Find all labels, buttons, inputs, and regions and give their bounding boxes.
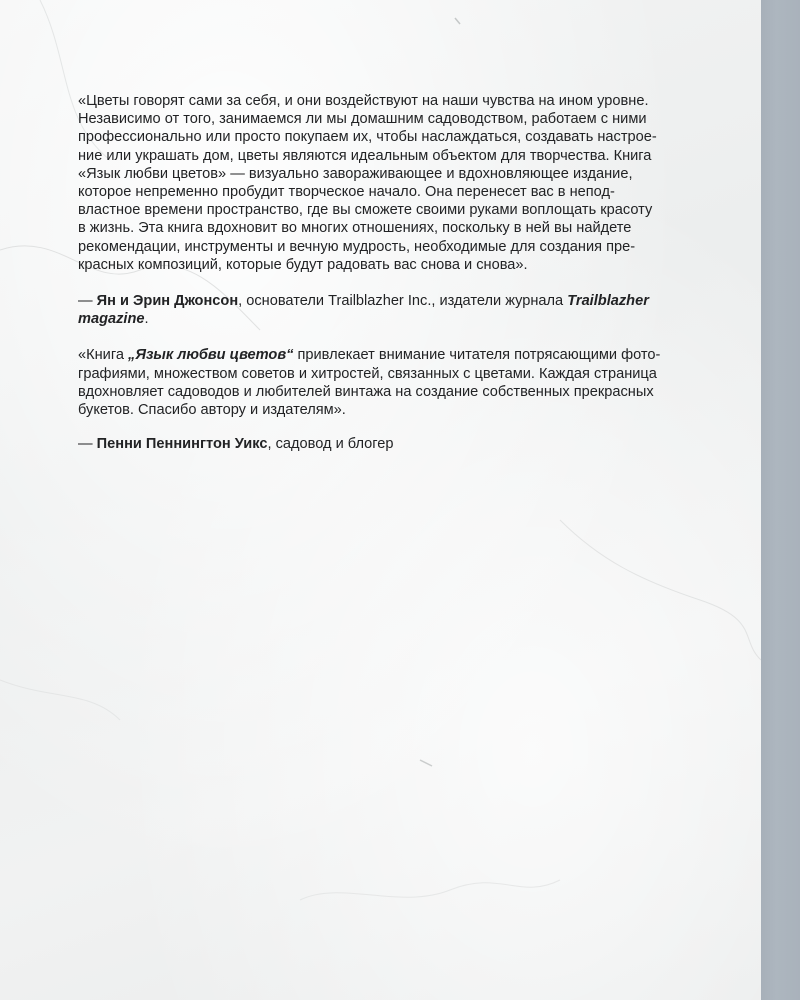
attribution-dash: —: [78, 293, 97, 310]
quote-1-line: властное времени пространство, где вы сможете своими руками воплощать красоту: [78, 202, 653, 219]
quote-2-suffix: привлекает внимание читателя потрясающими фото-: [293, 347, 661, 364]
quote-2: [78, 346, 728, 419]
quote-1-line: ние или украшать дом, цветы являются идеальным объектом для творчества. Книга: [78, 147, 652, 164]
quote-1-line: «Цветы говорят сами за себя, и они воздействуют на наши чувства на ином уровне.: [78, 93, 649, 109]
quote-1: [78, 92, 728, 274]
quote-1-line: Независимо от того, занимаемся ли мы домашним садоводством, работаем с ними: [78, 111, 647, 128]
quote-1-line: красных композиций, которые будут радовать вас снова и снова».: [78, 256, 528, 273]
quote-2-prefix: «Книга: [78, 347, 129, 364]
magazine-name: Trailblazher: [567, 293, 649, 310]
quote-2-line: вдохновляет садоводов и любителей винтажа на создание собственных прекрасных: [78, 383, 654, 400]
quote-1-line: рекомендации, инструменты и вечную мудрость, необходимые для создания пре-: [78, 238, 636, 255]
quote-1-line: в жизнь. Эта книга вдохновит во многих отношениях, поскольку в ней вы найдете: [78, 220, 632, 237]
author-role: , основатели Trailblazher Inc., издатели журнала: [238, 293, 568, 310]
author-name: Ян и Эрин Джонсон: [96, 293, 239, 310]
book-title: „Язык любви цветов“: [128, 347, 294, 364]
endorsements: [78, 92, 728, 453]
quote-1-line: профессионально или просто покупаем их, чтобы наслаждаться, создавать настрое-: [78, 129, 657, 146]
author-role: , садовод и блогер: [267, 436, 394, 453]
quote-1-line: которое непременно пробудит творческое начало. Она перенесет вас в непод-: [78, 184, 615, 201]
quote-2-line: букетов. Спасибо автору и издателям».: [78, 402, 346, 419]
quote-2-line: графиями, множеством советов и хитростей, связанных с цветами. Каждая страница: [78, 365, 657, 382]
attribution-dash: —: [78, 436, 97, 453]
attribution-1: [78, 292, 728, 328]
magazine-name-cont: magazine: [78, 311, 145, 328]
attribution-2: [78, 435, 728, 453]
book-spine-edge: [761, 0, 800, 1000]
quote-1-line: «Язык любви цветов» — визуально завораживающее и вдохновляющее издание,: [78, 165, 633, 182]
attribution-end: .: [144, 311, 149, 328]
author-name: Пенни Пеннингтон Уикс: [96, 436, 268, 453]
